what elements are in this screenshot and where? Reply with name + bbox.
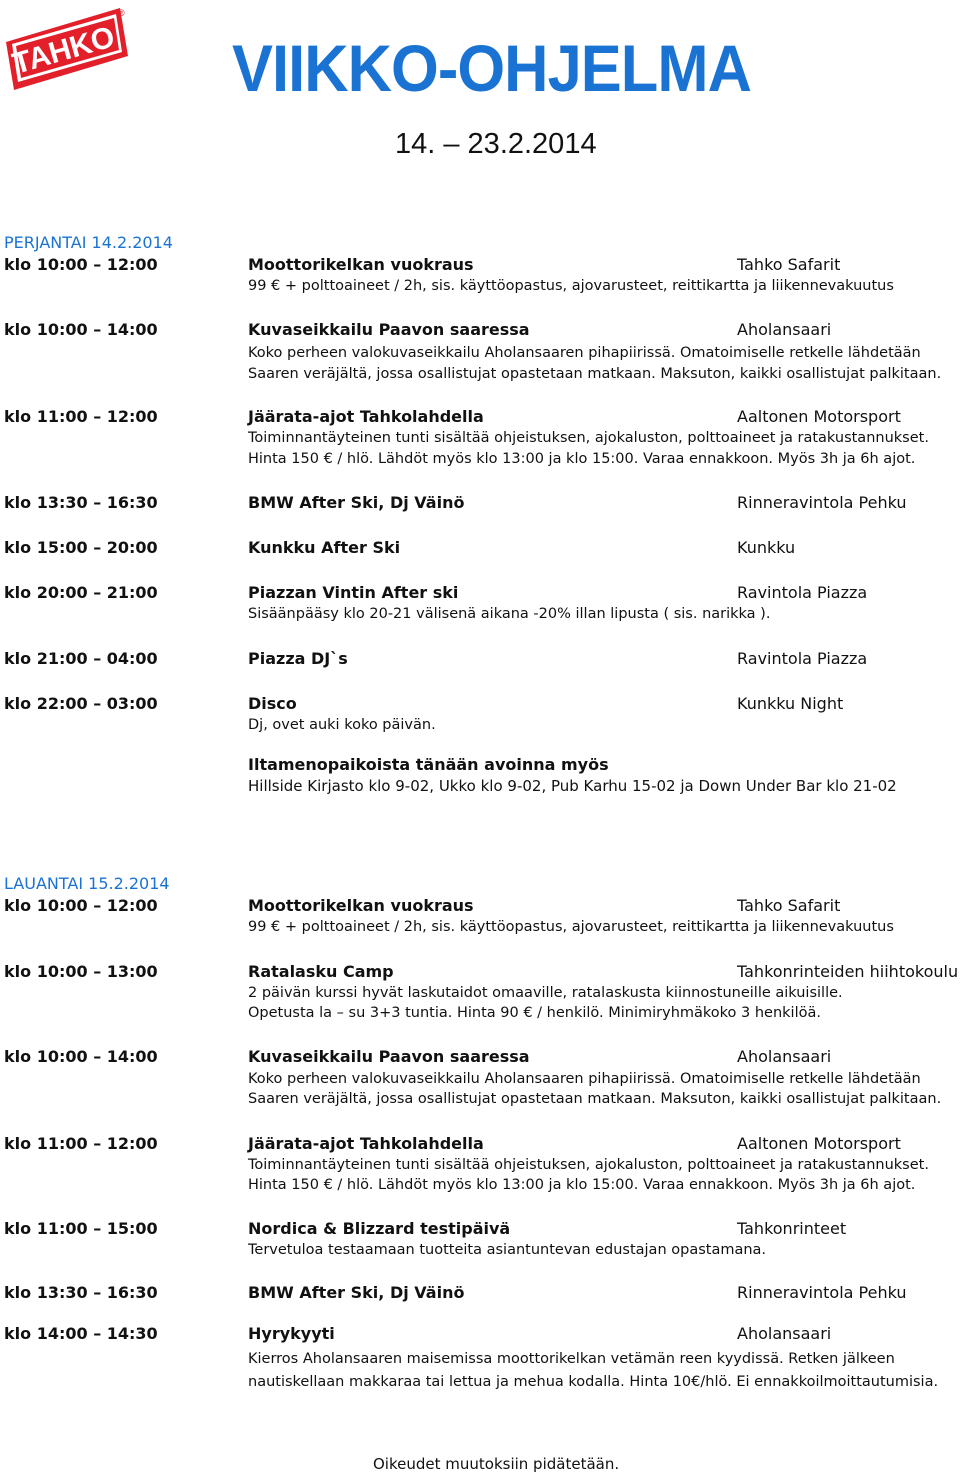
event-desc: Toiminnantäyteinen tunti sisältää ohjeistuksen, ajokaluston, polttoaineet ja ratakustannukset. <box>248 1157 929 1173</box>
event-name: BMW After Ski, Dj Väinö <box>248 1283 465 1302</box>
event-desc: nautiskellaan makkaraa tai lettua ja mehua kodalla. Hinta 10€/hlö. Ei ennakkoilmoittautumisia. <box>248 1374 939 1390</box>
day-heading-friday: PERJANTAI 14.2.2014 <box>4 233 173 252</box>
event-name: Hyrykyyti <box>248 1324 335 1343</box>
event-desc: Tervetuloa testaamaan tuotteita asiantuntevan edustajan opastamana. <box>248 1242 767 1258</box>
svg-text:®: ® <box>118 8 125 18</box>
event-desc: Koko perheen valokuvaseikkailu Aholansaaren pihapiirissä. Omatoimiselle retkelle lähdetään <box>248 1071 921 1087</box>
event-time: klo 10:00 – 12:00 <box>4 255 158 274</box>
event-place: Ravintola Piazza <box>737 649 868 668</box>
event-desc: Saaren veräjältä, jossa osallistujat opastetaan matkaan. Maksuton, kaikki osallistujat palkitaan. <box>248 366 942 382</box>
date-range: 14. – 23.2.2014 <box>395 128 597 160</box>
event-desc: Kierros Aholansaaren maisemissa moottorikelkan vetämän reen kyydissä. Retken jälkeen <box>248 1351 895 1367</box>
event-name: Nordica & Blizzard testipäivä <box>248 1219 511 1238</box>
event-desc: 99 € + polttoaineet / 2h, sis. käyttöopastus, ajovarusteet, reittikartta ja liikennevakuutus <box>248 278 894 294</box>
page-title: VIIKKO-OHJELMA <box>232 31 751 105</box>
event-time: klo 14:00 – 14:30 <box>4 1324 158 1343</box>
event-time: klo 11:00 – 15:00 <box>4 1219 158 1238</box>
event-name: Kunkku After Ski <box>248 538 401 557</box>
event-place: Aaltonen Motorsport <box>737 1134 901 1153</box>
event-time: klo 10:00 – 13:00 <box>4 962 158 981</box>
event-place: Rinneravintola Pehku <box>737 1283 907 1302</box>
event-desc: Opetusta la – su 3+3 tuntia. Hinta 90 € / henkilö. Minimiryhmäkoko 3 henkilöä. <box>248 1005 821 1021</box>
event-place: Ravintola Piazza <box>737 583 868 602</box>
event-time: klo 11:00 – 12:00 <box>4 407 158 426</box>
event-name: BMW After Ski, Dj Väinö <box>248 493 465 512</box>
event-place: Rinneravintola Pehku <box>737 493 907 512</box>
event-name: Kuvaseikkailu Paavon saaressa <box>248 1047 530 1066</box>
event-desc: Hinta 150 € / hlö. Lähdöt myös klo 13:00 ja klo 15:00. Varaa ennakkoon. Myös 3h ja 6h ajot. <box>248 451 916 467</box>
event-place: Kunkku Night <box>737 694 844 713</box>
event-place: Aholansaari <box>737 320 832 339</box>
event-place: Tahkonrinteiden hiihtokoulu <box>737 962 959 981</box>
event-name: Kuvaseikkailu Paavon saaressa <box>248 320 530 339</box>
event-time: klo 20:00 – 21:00 <box>4 583 158 602</box>
event-name: Moottorikelkan vuokraus <box>248 896 474 915</box>
event-name: Jäärata-ajot Tahkolahdella <box>248 407 484 426</box>
event-time: klo 10:00 – 12:00 <box>4 896 158 915</box>
event-time: klo 10:00 – 14:00 <box>4 1047 158 1066</box>
nightlife-note-text: Hillside Kirjasto klo 9-02, Ukko klo 9-02, Pub Karhu 15-02 ja Down Under Bar klo 21-02 <box>248 777 897 795</box>
event-time: klo 11:00 – 12:00 <box>4 1134 158 1153</box>
event-name: Ratalasku Camp <box>248 962 394 981</box>
event-time: klo 21:00 – 04:00 <box>4 649 158 668</box>
event-time: klo 13:30 – 16:30 <box>4 1283 158 1302</box>
event-name: Disco <box>248 694 297 713</box>
event-name: Piazza DJ`s <box>248 649 348 668</box>
day-heading-saturday: LAUANTAI 15.2.2014 <box>4 874 170 893</box>
event-time: klo 22:00 – 03:00 <box>4 694 158 713</box>
event-time: klo 10:00 – 14:00 <box>4 320 158 339</box>
event-place: Kunkku <box>737 538 796 557</box>
nightlife-note-title: Iltamenopaikoista tänään avoinna myös <box>248 755 609 774</box>
event-place: Aaltonen Motorsport <box>737 407 901 426</box>
event-desc: Toiminnantäyteinen tunti sisältää ohjeistuksen, ajokaluston, polttoaineet ja ratakustannukset. <box>248 430 929 446</box>
event-name: Jäärata-ajot Tahkolahdella <box>248 1134 484 1153</box>
event-desc: Saaren veräjältä, jossa osallistujat opastetaan matkaan. Maksuton, kaikki osallistujat palkitaan. <box>248 1091 942 1107</box>
event-place: Tahko Safarit <box>737 255 841 274</box>
event-place: Tahkonrinteet <box>737 1219 847 1238</box>
event-time: klo 15:00 – 20:00 <box>4 538 158 557</box>
event-place: Tahko Safarit <box>737 896 841 915</box>
event-place: Aholansaari <box>737 1324 832 1343</box>
event-desc: Hinta 150 € / hlö. Lähdöt myös klo 13:00 ja klo 15:00. Varaa ennakkoon. Myös 3h ja 6h ajot. <box>248 1177 916 1193</box>
event-name: Piazzan Vintin After ski <box>248 583 459 602</box>
svg-text:TAHKO: TAHKO <box>8 20 119 81</box>
event-place: Aholansaari <box>737 1047 832 1066</box>
event-desc: 2 päivän kurssi hyvät laskutaidot omaaville, ratalaskusta kiinnostuneille aikuisille. <box>248 985 843 1001</box>
footer-disclaimer: Oikeudet muutoksiin pidätetään. <box>373 1455 620 1473</box>
event-time: klo 13:30 – 16:30 <box>4 493 158 512</box>
tahko-logo <box>2 2 132 94</box>
event-name: Moottorikelkan vuokraus <box>248 255 474 274</box>
event-desc: Dj, ovet auki koko päivän. <box>248 717 436 733</box>
event-desc: Koko perheen valokuvaseikkailu Aholansaaren pihapiirissä. Omatoimiselle retkelle lähdetään <box>248 345 921 361</box>
event-desc: 99 € + polttoaineet / 2h, sis. käyttöopastus, ajovarusteet, reittikartta ja liikennevakuutus <box>248 919 894 935</box>
event-desc: Sisäänpääsy klo 20-21 välisenä aikana -20% illan lipusta ( sis. narikka ). <box>248 606 771 622</box>
